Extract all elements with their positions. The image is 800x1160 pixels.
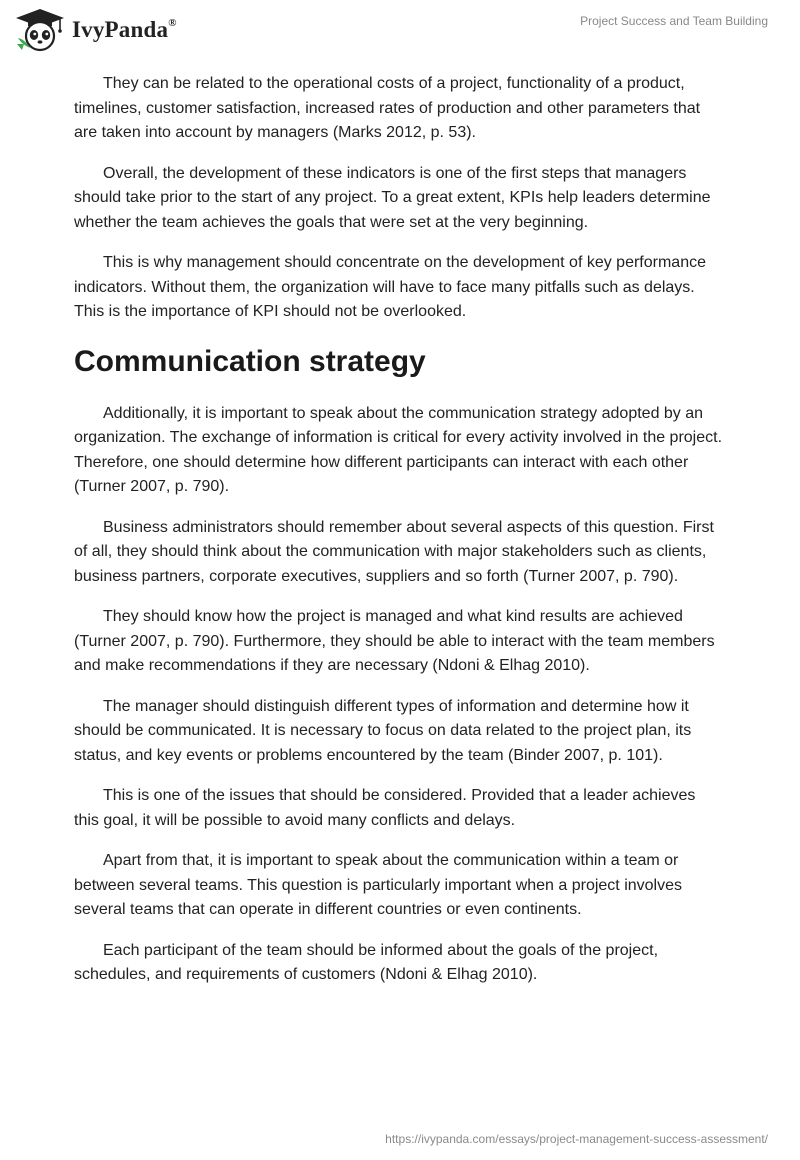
panda-graduate-logo-icon [14,8,66,52]
paragraph: Each participant of the team should be informed about the goals of the project, schedules, and requirements of customers (Ndoni & Elhag 2010). [74,941,659,983]
section-heading: Communication strategy [74,344,426,378]
registered-mark: ® [168,17,177,30]
document-title: Project Success and Team Building [580,14,768,28]
paragraph: Business administrators should remember about several aspects of this question. First of all, they should think about the communication with major stakeholders such as clients, business partners, corporate executives, suppliers and so forth (Turner 2007, p. 790). [74,518,714,585]
ivypanda-logo[interactable] [14,8,177,52]
essay-content [74,72,724,1004]
source-url[interactable]: https://ivypanda.com/essays/project-management-success-assessment/ [385,1132,768,1146]
brand-name: IvyPanda® [72,17,177,42]
paragraph: The manager should distinguish different types of information and determine how it should be communicated. It is necessary to focus on data related to the project plan, its status, and key events or problems encountered by the team (Binder 2007, p. 101). [74,697,692,764]
paragraph: Apart from that, it is important to speak about the communication within a team or between several teams. This question is particularly important when a project involves several teams that can operate in different countries or even continents. [74,852,682,918]
page-header [0,0,800,64]
paragraph: This is one of the issues that should be considered. Provided that a leader achieves this goal, it will be possible to avoid many conflicts and delays. [74,787,696,829]
paragraph: They can be related to the operational costs of a project, functionality of a product, timelines, customer satisfaction, increased rates of production and other parameters that are taken into account by managers (Marks 2012, p. 53). [74,75,701,141]
paragraph: Additionally, it is important to speak about the communication strategy adopted by an organization. The exchange of information is critical for every activity involved in the project. Therefore, one should determine how different participants can interact with each other (Turner 2007, p. 790). [74,404,723,495]
paragraph: This is why management should concentrate on the development of key performance indicators. Without them, the organization will have to face many pitfalls such as delays. This is the importance of KPI should not be overlooked. [74,254,706,320]
paragraph: They should know how the project is managed and what kind results are achieved (Turner 2007, p. 790). Furthermore, they should be able to interact with the team members and make recommendations if they are necessary (Ndoni & Elhag 2010). [74,608,715,674]
paragraph: Overall, the development of these indicators is one of the first steps that managers should take prior to the start of any project. To a great extent, KPIs help leaders determine whether the team achieves the goals that were set at the very beginning. [74,164,711,231]
